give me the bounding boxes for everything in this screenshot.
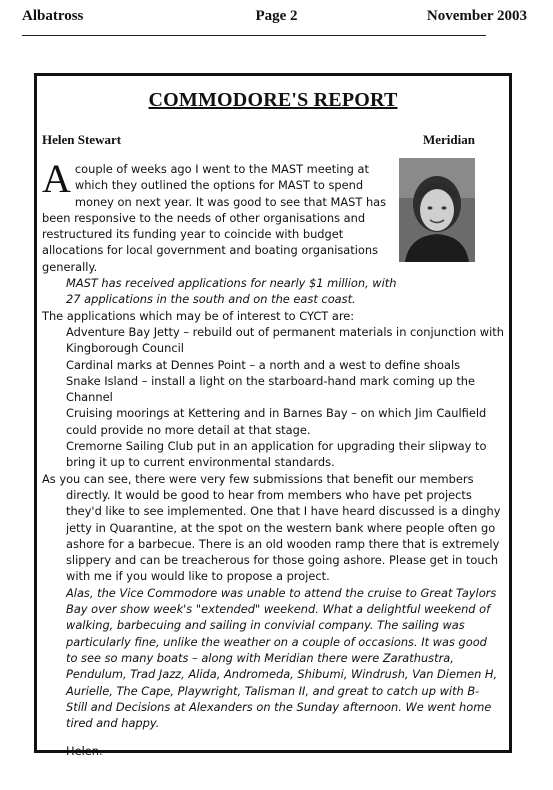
- quote-mast: MAST has received applications for nearly $1 million, with 27 applications in the south and on the east coast.: [66, 276, 397, 307]
- quote-cruise: Alas, the Vice Commodore was unable to attend the cruise to Great Taylors Bay over show week's "extended" weekend. What a delightful weekend of walking, barbecuing and sailing in convivial company. The sailing was particularly fine, unlike the weather on a couple of occasions. It was good to see so many boats – along with Meridian there were Zarathustra, Pendulum, Trad Jazz, Alida, Andromeda, Shibumi, Windrush, Van Diemen H, Aurielle, The Cape, Playwright, Talisman II, and great to catch up with B-Still and Decisions at Alexanders on the Sunday afternoon. We went home tired and happy.: [66, 585, 498, 731]
- intro-text: couple of weeks ago I went to the MAST meeting at which they outlined the options for MAST to spend money on next year. It was good to see that MAST has been responsive to the needs of other organisations and restructured its funding year to coincide with budget allocations for local government and boating organisations generally.: [42, 162, 387, 274]
- list-item: Cremorne Sailing Club put in an application for upgrading their slipway to bring it up to current environmental standards.: [66, 439, 487, 470]
- header-rule: [22, 35, 486, 36]
- issue-date: November 2003: [426, 8, 527, 24]
- list-intro: The applications which may be of interest to CYCT are:: [42, 308, 355, 323]
- intro-paragraph: [42, 156, 397, 275]
- boat-name: Meridian: [423, 132, 475, 147]
- list-item: Snake Island – install a light on the starboard-hand mark coming up the Channel: [66, 373, 476, 405]
- submissions-paragraph: As you can see, there were very few submissions that benefit our members directly. It would be good to hear from members who have pet projects they'd like to see implemented. One that I have heard discussed is a dinghy jetty in Quarantine, at the spot on the western bank where people often go ashore for a barbecue. There is an old wooden ramp there that is extremely slippery and can be treacherous for those going ashore. Please get in touch with me if you would like to propose a project.: [42, 471, 501, 584]
- list-item: Adventure Bay Jetty – rebuild out of permanent materials in conjunction with Kingborough Council: [66, 324, 504, 356]
- newsletter-name: Albatross: [22, 8, 84, 24]
- author-name: Helen Stewart: [42, 132, 122, 147]
- article-box: [34, 73, 512, 759]
- list-item: Cruising moorings at Kettering and in Barnes Bay – on which Jim Caulfield could provide no more detail at that stage.: [66, 406, 487, 437]
- article-title: COMMODORE'S REPORT: [148, 89, 398, 111]
- page-number: Page 2: [255, 8, 298, 24]
- list-item: Cardinal marks at Dennes Point – a north and a west to define shoals: [66, 357, 461, 372]
- drop-cap: A: [42, 156, 71, 201]
- sign-off: Helen.: [66, 744, 103, 759]
- article-body: [42, 156, 504, 760]
